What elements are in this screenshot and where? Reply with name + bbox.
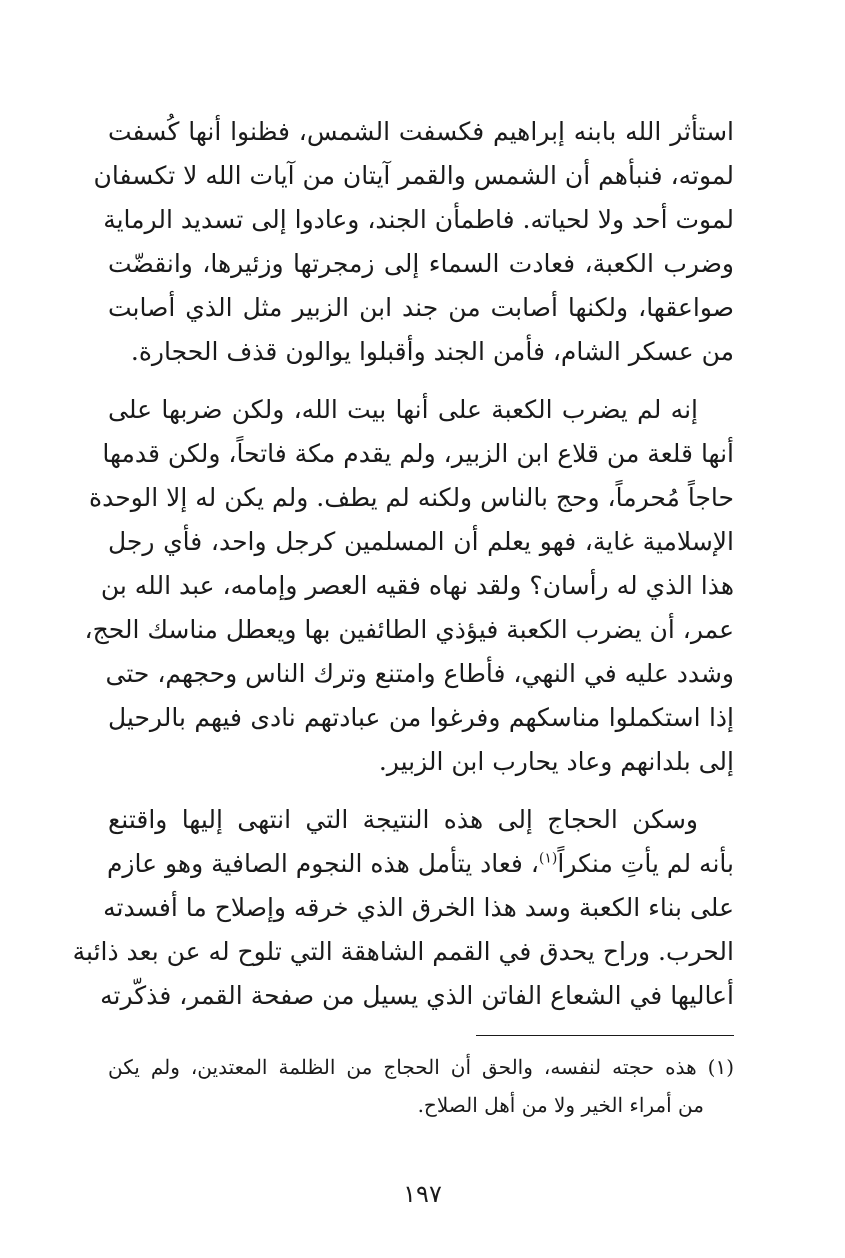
text-line: وضرب الكعبة، فعادت السماء إلى زمجرتها وزئيرها، وانقضّت [108,249,734,278]
footnote-item [108,1048,734,1124]
text-line: وسكن الحجاج إلى هذه النتيجة التي انتهى إليها واقتنع [108,805,698,834]
text-line: إذا استكملوا مناسكهم وفرغوا من عبادتهم نادى فيهم بالرحيل [108,703,734,732]
text-line: لموته، فنبأهم أن الشمس والقمر آيتان من آيات الله لا تكسفان [93,161,734,190]
footnote-line [108,1048,734,1086]
footnote-line: من أمراء الخير ولا من أهل الصلاح. [417,1093,704,1117]
text-line: وشدد عليه في النهي، فأطاع وامتنع وترك الناس وحجهم، حتى [105,659,734,688]
text-line: هذا الذي له رأسان؟ ولقد نهاه فقيه العصر وإمامه، عبد الله بن [100,571,734,600]
paragraph-3 [72,798,734,1018]
text-line: حاجاً مُحرماً، وحج بالناس ولكنه لم يطف. ولم يكن له إلا الوحدة [89,483,734,512]
text-line: الإسلامية غاية، فهو يعلم أن المسلمين كرجل واحد، فأي رجل [108,527,734,556]
text-line: لموت أحد ولا لحياته. فاطمأن الجند، وعادوا إلى تسديد الرماية [103,205,734,234]
text-line [108,842,734,886]
footnote-reference[interactable]: (١) [538,850,558,867]
text-segment: ، فعاد يتأمل هذه النجوم الصافية وهو عازم [106,849,539,878]
page-number: ١٩٧ [403,1180,442,1208]
text-line: صواعقها، ولكنها أصابت من جند ابن الزبير مثل الذي أصابت [108,293,734,322]
text-line: إلى بلدانهم وعاد يحارب ابن الزبير. [378,747,734,776]
text-line: أعاليها في الشعاع الفاتن الذي يسيل من صفحة القمر، فذكّرته [100,981,734,1010]
paragraph-2 [84,388,734,784]
footnote-number: (١) [707,1055,735,1079]
text-segment: بأنه لم يأتِ منكراً [557,849,734,878]
paragraph-1 [93,110,734,374]
footnotes [108,1048,734,1124]
text-line: على بناء الكعبة وسد هذا الخرق الذي خرقه وإصلاح ما أفسدته [103,893,734,922]
text-line: الحرب. وراح يحدق في القمم الشاهقة التي تلوح له عن بعد ذائبة [72,937,734,966]
page-body [72,110,734,1018]
text-line: استأثر الله بابنه إبراهيم فكسفت الشمس، فظنوا أنها كُسفت [108,117,734,146]
footnote-divider [476,1035,734,1036]
text-line: أنها قلعة من قلاع ابن الزبير، ولم يقدم مكة فاتحاً، ولكن قدمها [102,439,734,468]
text-line: إنه لم يضرب الكعبة على أنها بيت الله، ولكن ضربها على [108,395,698,424]
text-line: من عسكر الشام، فأمن الجند وأقبلوا يوالون قذف الحجارة. [130,337,734,366]
footnote-text: هذه حجته لنفسه، والحق أن الحجاج من الظلمة المعتدين، ولم يكن [108,1055,697,1079]
text-line: عمر، أن يضرب الكعبة فيؤذي الطائفين بها ويعطل مناسك الحج، [84,615,734,644]
